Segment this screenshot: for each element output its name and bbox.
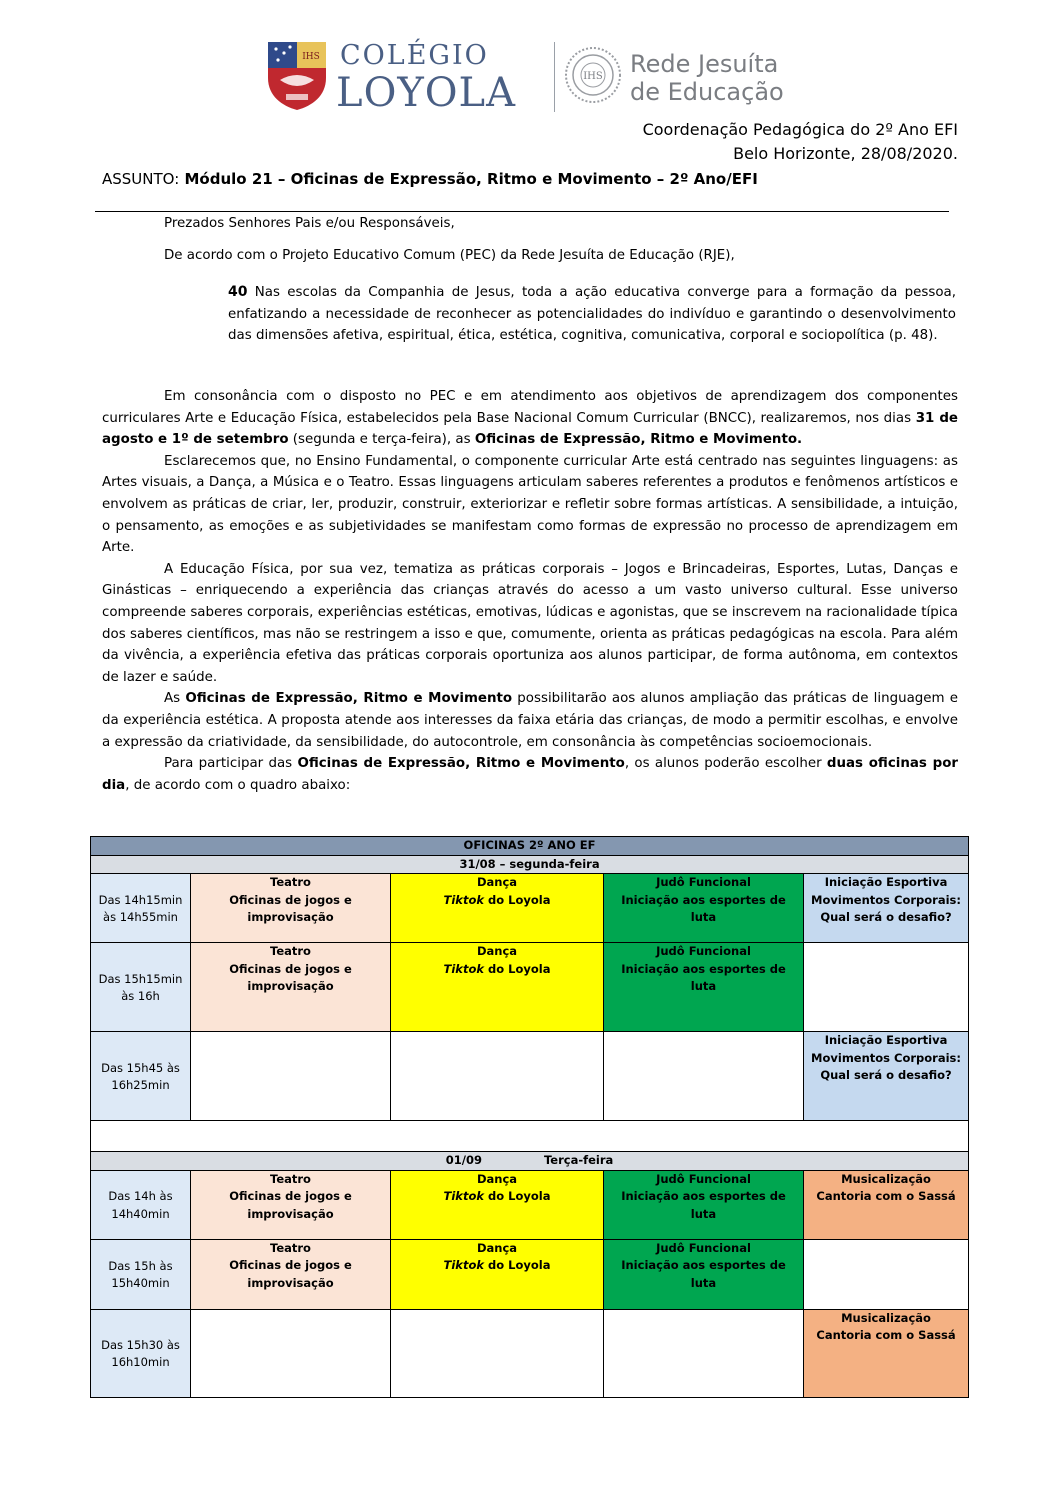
teatro-desc: Oficinas de jogos e improvisação (229, 1189, 352, 1221)
danca-cell (391, 1170, 604, 1239)
danca-tiktok: Tiktok (443, 1258, 484, 1272)
empty-cell (391, 1309, 604, 1397)
danca-title: Dança (476, 1171, 518, 1186)
p1-oficinas: Oficinas de Expressão, Ritmo e Movimento. (474, 432, 803, 448)
day1-header: 31/08 – segunda-feira (91, 855, 969, 874)
p5-oficinas: Oficinas de Expressão, Ritmo e Movimento (297, 756, 625, 772)
iniciacao-cell (804, 874, 969, 943)
teatro-title: Teatro (270, 875, 311, 889)
iniciacao-title: Iniciação Esportiva (824, 875, 948, 889)
schedule-table (90, 836, 969, 1398)
time-slot: Das 14h15min às 14h55min (91, 874, 191, 943)
colegio-loyola-shield-icon (266, 40, 328, 112)
logo-area (262, 38, 802, 118)
greeting: Prezados Senhores Pais e/ou Responsáveis, (164, 216, 455, 231)
danca-desc: do Loyola (484, 961, 551, 976)
empty-cell (391, 1032, 604, 1121)
subject-text: Módulo 21 – Oficinas de Expressão, Ritmo e Movimento – 2º Ano/EFI (184, 170, 758, 188)
brand-colegio: COLÉGIO (340, 40, 489, 71)
rede-jesuita-seal-icon (564, 46, 622, 104)
p4-oficinas: Oficinas de Expressão, Ritmo e Movimento (185, 691, 513, 707)
p5-duas-oficinas: duas oficinas por dia (102, 756, 958, 793)
day1-header-row (91, 855, 969, 874)
teatro-title: Teatro (270, 1240, 311, 1255)
danca-title: Dança (476, 1240, 518, 1255)
musica-desc: Cantoria com o Sassá (816, 1189, 956, 1203)
rede-jesuita-line2: de Educação (630, 78, 784, 106)
table-title: OFICINAS 2º ANO EF (91, 837, 969, 856)
empty-cell (604, 1032, 804, 1121)
time-slot: Das 15h30 às 16h10min (91, 1309, 191, 1397)
danca-cell (391, 1239, 604, 1309)
quote-number: 40 (228, 284, 248, 300)
musicalizacao-cell (804, 1309, 969, 1397)
judo-cell (604, 1239, 804, 1309)
judo-cell (604, 1170, 804, 1239)
p4-text-2: possibilitarão aos alunos ampliação das práticas de linguagem e da experiência estética. A proposta atende aos interesses da faixa etária das crianças, de modo a permitir escolhas, e envolve a expressão da criatividade, da sensibilidade, do autocontrole, em consonância às competências socioemocionais. (102, 691, 958, 750)
letter-body (102, 386, 958, 796)
table-row (91, 1170, 969, 1239)
time-slot: Das 15h45 às 16h25min (91, 1032, 191, 1121)
musica-title: Musicalização (841, 1310, 931, 1325)
brand-divider (554, 42, 555, 112)
danca-cell (391, 874, 604, 943)
musicalizacao-cell (804, 1170, 969, 1239)
danca-tiktok: Tiktok (443, 1189, 484, 1203)
iniciacao-title: Iniciação Esportiva (824, 1033, 948, 1047)
iniciacao-desc: Movimentos Corporais: Qual será o desafio? (811, 892, 961, 924)
teatro-desc: Oficinas de jogos e improvisação (229, 1258, 352, 1290)
table-row (91, 874, 969, 943)
coordination-line: Coordenação Pedagógica do 2º Ano EFI (642, 120, 958, 139)
danca-title: Dança (476, 944, 518, 958)
musica-desc: Cantoria com o Sassá (816, 1328, 956, 1342)
teatro-title: Teatro (270, 944, 311, 958)
judo-title: Judô Funcional (656, 1240, 751, 1255)
p1-text-2: (segunda e terça-feira), as (288, 432, 475, 448)
iniciacao-desc: Movimentos Corporais: Qual será o desafio? (811, 1050, 961, 1082)
table-title-row (91, 837, 969, 856)
teatro-desc: Oficinas de jogos e improvisação (229, 892, 352, 924)
p4-text: As (164, 691, 186, 707)
teatro-title: Teatro (270, 1171, 311, 1186)
brand-loyola: LOYOLA (336, 70, 517, 116)
empty-cell (191, 1032, 391, 1121)
quote-text: Nas escolas da Companhia de Jesus, toda a ação educativa converge para a formação da pessoa, enfatizando a necessidade de reconhecer as potencialidades do indivíduo e garantindo o desenvolvimento das dimensões afetiva, espiritual, ética, estética, cognitiva, comunicativa, corporal e sociopolítica (p. 48). (228, 285, 956, 344)
p5-text-2: , os alunos poderão escolher (624, 756, 827, 772)
intro-line: De acordo com o Projeto Educativo Comum (PEC) da Rede Jesuíta de Educação (RJE), (164, 248, 735, 263)
table-row (91, 1032, 969, 1121)
paragraph-3: A Educação Física, por sua vez, tematiza as práticas corporais – Jogos e Brincadeiras, Esportes, Lutas, Danças e Ginásticas – enriquecendo a experiência das crianças através do acesso a um vasto universo cultural. Esse universo compreende saberes corporais, experiências estéticas, emotivas, lúdicas e agonistas, que se inscrevem na racionalidade típica dos saberes científicos, mas não se restringem a isso e que, comumente, orienta as práticas pedagógicas na escola. Para além da vivência, a experiência efetiva das práticas corporais oportuniza aos alunos participar, de forma autônoma, em contextos de lazer e saúde. (102, 561, 958, 685)
coordination-block (643, 118, 958, 166)
judo-desc: Iniciação aos esportes de luta (621, 961, 786, 993)
judo-cell (604, 874, 804, 943)
judo-desc: Iniciação aos esportes de luta (621, 1258, 786, 1290)
iniciacao-cell (804, 1032, 969, 1121)
judo-cell (604, 943, 804, 1032)
teatro-cell (191, 874, 391, 943)
judo-desc: Iniciação aos esportes de luta (621, 1189, 786, 1221)
header-divider (95, 211, 949, 212)
teatro-cell (191, 943, 391, 1032)
danca-desc: do Loyola (484, 1189, 551, 1203)
time-slot: Das 15h15min às 16h (91, 943, 191, 1032)
musica-title: Musicalização (841, 1171, 931, 1186)
danca-cell (391, 943, 604, 1032)
p1-dates: 31 de agosto e 1º de setembro (102, 410, 958, 448)
p5-text-3: , de acordo com o quadro abaixo: (125, 777, 351, 793)
day2-weekday: Terça-feira (543, 1153, 614, 1167)
teatro-desc: Oficinas de jogos e improvisação (229, 961, 352, 993)
judo-title: Judô Funcional (656, 1171, 751, 1186)
pec-quote (228, 282, 956, 347)
time-slot: Das 15h às 15h40min (91, 1239, 191, 1309)
danca-title: Dança (476, 875, 518, 889)
empty-cell (804, 1239, 969, 1309)
subject-label: ASSUNTO: (102, 170, 180, 188)
judo-title: Judô Funcional (656, 944, 751, 958)
table-row (91, 1239, 969, 1309)
table-row (91, 1309, 969, 1397)
danca-desc: do Loyola (484, 1258, 551, 1272)
p1-text: Em consonância com o disposto no PEC e em atendimento aos objetivos de aprendizagem dos componentes curriculares Arte e Educação Física, estabelecidos pela Base Nacional Comum Curricular (BNCC), realizaremos, nos dias (102, 389, 958, 426)
table-row (91, 943, 969, 1032)
seal-text: IHS (583, 71, 603, 82)
judo-desc: Iniciação aos esportes de luta (621, 892, 786, 924)
teatro-cell (191, 1239, 391, 1309)
judo-title: Judô Funcional (656, 875, 751, 889)
empty-cell (804, 943, 969, 1032)
day2-header-row (91, 1152, 969, 1171)
paragraph-4 (102, 688, 958, 753)
rede-jesuita-line1: Rede Jesuíta (630, 50, 779, 78)
time-slot: Das 14h às 14h40min (91, 1170, 191, 1239)
empty-cell (191, 1309, 391, 1397)
paragraph-2: Esclarecemos que, no Ensino Fundamental, o componente curricular Arte está centrado nas seguintes linguagens: as Artes visuais, a Dança, a Música e o Teatro. Essas linguagens articulam saberes referentes a produtos e fenômenos artísticos e envolvem as práticas de criar, ler, produzir, construir, exteriorizar e refletir sobre formas artísticas. A sensibilidade, a intuição, o pensamento, as emoções e as subjetividades se manifestam como formas de expressão no processo de aprendizagem em Arte. (102, 453, 958, 556)
paragraph-5 (102, 753, 958, 796)
place-date-line: Belo Horizonte, 28/08/2020. (733, 144, 958, 163)
subject-line (102, 170, 758, 188)
danca-desc: do Loyola (484, 892, 551, 907)
teatro-cell (191, 1170, 391, 1239)
day2-header (91, 1152, 969, 1171)
empty-cell (604, 1309, 804, 1397)
p5-text: Para participar das (164, 756, 298, 772)
danca-tiktok: Tiktok (443, 892, 484, 907)
shield-text: IHS (302, 52, 320, 62)
spacer-row (91, 1121, 969, 1152)
paragraph-1 (102, 386, 958, 451)
day2-date: 01/09 (445, 1153, 482, 1167)
spacer-cell (91, 1121, 969, 1152)
danca-tiktok: Tiktok (443, 961, 484, 976)
